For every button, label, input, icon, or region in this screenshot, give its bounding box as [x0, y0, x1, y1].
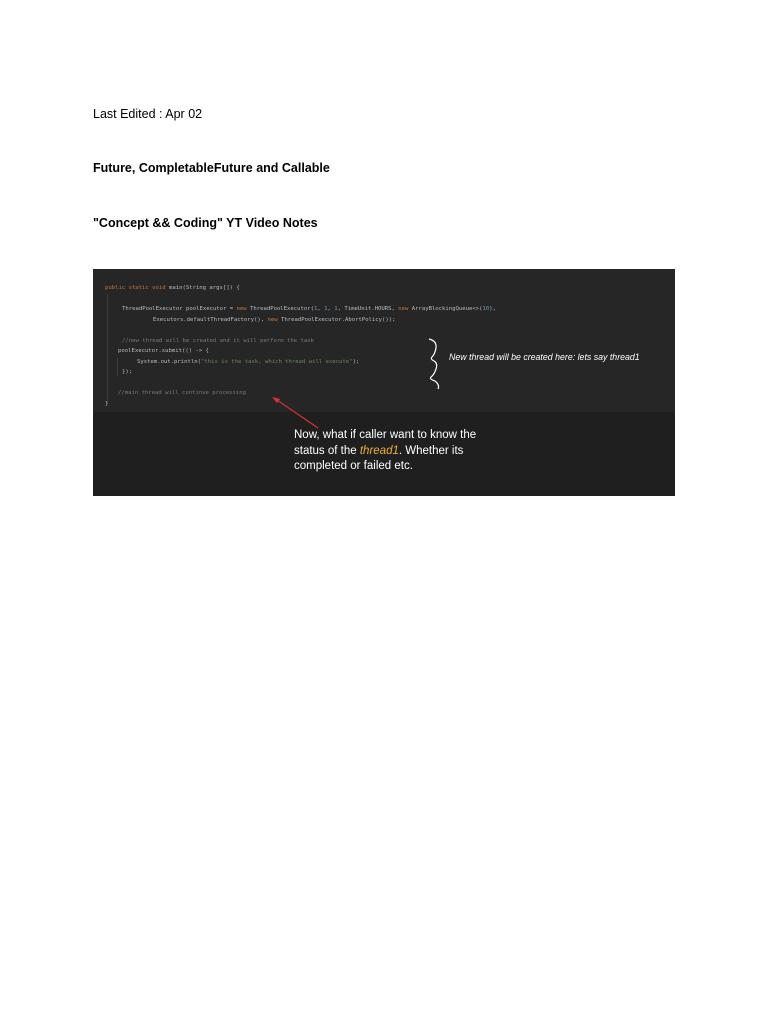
code-line: Executors.defaultThreadFactory(), new ThreadPoolExecutor.AbortPolicy());	[153, 317, 396, 323]
code-line: }	[105, 401, 109, 407]
curly-brace-icon	[435, 381, 439, 389]
red-arrow-icon	[274, 398, 318, 428]
curly-brace-icon	[426, 339, 429, 341]
code-line: public static void main(String args[]) {	[105, 285, 240, 291]
curly-brace-icon	[429, 339, 437, 381]
document-subtitle: "Concept && Coding" YT Video Notes	[93, 216, 318, 230]
code-line: ThreadPoolExecutor poolExecutor = new ThreadPoolExecutor(1, 1, 1, TimeUnit.HOURS, new ArrayBlockingQueue<>(10),	[122, 306, 496, 312]
code-line: });	[122, 369, 133, 375]
callout-line: Now, what if caller want to know the	[294, 429, 477, 441]
brace-note: New thread will be created here: lets say thread1	[449, 352, 640, 362]
callout-line: completed or failed etc.	[294, 460, 413, 472]
last-edited-text: Last Edited : Apr 02	[93, 107, 203, 121]
callout-line: status of the thread1. Whether its	[294, 444, 464, 457]
red-arrow-head-icon	[272, 397, 280, 403]
code-comment: //main thread will continue processing	[118, 390, 246, 396]
code-comment: //new thread will be created and it will perform the task	[122, 338, 314, 344]
callout-text	[294, 428, 476, 475]
code-line: System.out.println("this is the task, which thread will execute");	[137, 359, 360, 365]
code-line: poolExecutor.submit(() -> {	[118, 348, 209, 354]
thread1-highlight: thread1	[359, 444, 399, 457]
document-title: Future, CompletableFuture and Callable	[93, 161, 330, 175]
code-screenshot-figure	[93, 269, 675, 496]
